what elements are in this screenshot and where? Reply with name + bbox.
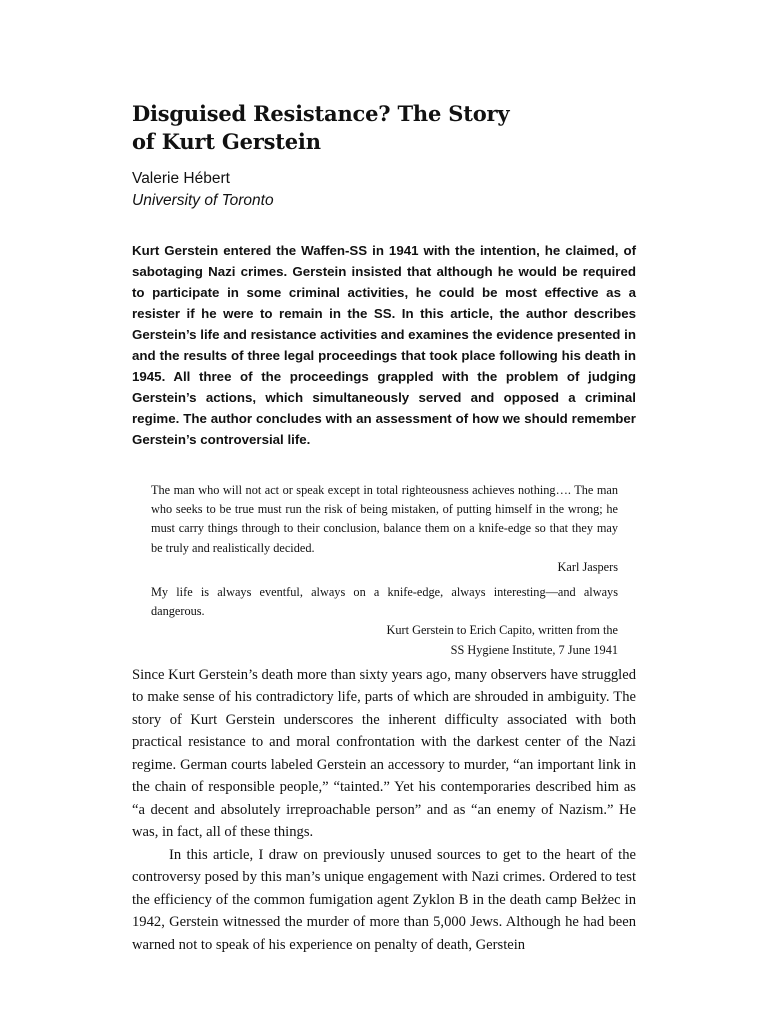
epigraphs	[132, 481, 636, 660]
epigraph-gerstein	[151, 583, 618, 660]
epigraph-text: The man who will not act or speak except in total righteousness achieves nothing…. The man who seeks to be true must run the risk of being mistaken, of putting himself in the wrong; he must carry things through to their conclusion, balance them on a knife-edge so that they may be truly and realistically decided.	[151, 483, 618, 555]
abstract: Kurt Gerstein entered the Waffen-SS in 1941 with the intention, he claimed, of sabotaging Nazi crimes. Gerstein insisted that although he would be required to participate in some criminal activities, he could be most effective as a resister if he were to remain in the SS. In this article, the author describes Gerstein’s life and resistance activities and examines the evidence presented in and the results of three legal proceedings that took place following his death in 1945. All three of the proceedings grappled with the problem of judging Gerstein’s actions, which simultaneously served and opposed a criminal regime. The author concludes with an assessment of how we should remember Gerstein’s controversial life.	[132, 243, 636, 447]
article-page	[132, 100, 636, 956]
title-line-2: of Kurt Gerstein	[132, 129, 321, 154]
body-paragraph-2: In this article, I draw on previously unused sources to get to the heart of the controversy posed by this man’s unique engagement with Nazi crimes. Ordered to test the efficiency of the common fumigation agent Zyklon B in the death camp Bełżec in 1942, Gerstein witnessed the murder of more than 5,000 Jews. Although he had been warned not to speak of his experience on penalty of death, Gerstein	[132, 846, 636, 953]
epigraph-attribution-line-2: SS Hygiene Institute, 7 June 1941	[450, 642, 618, 657]
author-name: Valerie Hébert	[132, 170, 230, 187]
article-title	[132, 100, 636, 156]
epigraph-jaspers	[151, 481, 618, 577]
body-text	[132, 664, 636, 957]
epigraph-text: My life is always eventful, always on a knife-edge, always interesting—and always dangerous.	[151, 585, 618, 619]
epigraph-attribution-line-1: Kurt Gerstein to Erich Capito, written from the	[386, 623, 618, 638]
author-affiliation: University of Toronto	[132, 192, 274, 209]
title-line-1: Disguised Resistance? The Story	[132, 101, 510, 126]
epigraph-attribution: Karl Jaspers	[557, 559, 618, 574]
body-paragraph-1: Since Kurt Gerstein’s death more than sixty years ago, many observers have struggled to make sense of his contradictory life, parts of which are shrouded in ambiguity. The story of Kurt Gerstein underscores the inherent difficulty associated with both practical resistance to and moral confrontation with the darkest center of the Nazi regime. German courts labeled Gerstein an accessory to murder, “an important link in the chain of responsible people,” “tainted.” Yet his contemporaries described him as “a decent and absolutely irreproachable person” and as “an enemy of Nazism.” He was, in fact, all of these things.	[132, 666, 636, 841]
